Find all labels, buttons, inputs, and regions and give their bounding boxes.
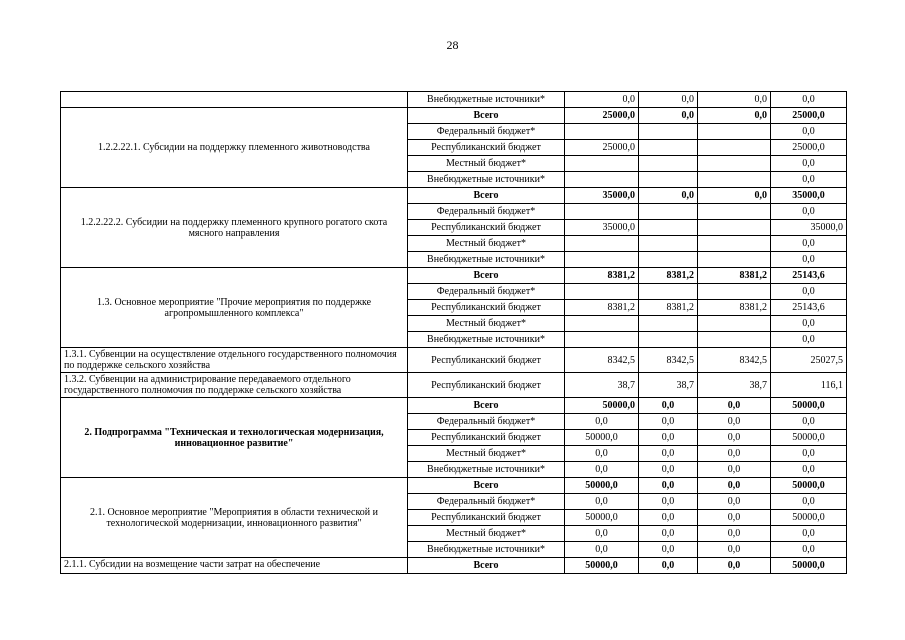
plan-value-total: 25143,6 [771, 268, 847, 284]
plan-value-col1: 50000,0 [565, 398, 639, 414]
plan-value-col1: 0,0 [565, 92, 639, 108]
plan-value-col1 [565, 236, 639, 252]
plan-value-col3: 0,0 [698, 526, 771, 542]
funding-source: Внебюджетные источники* [408, 92, 565, 108]
plan-value-col1 [565, 204, 639, 220]
plan-value-col1 [565, 284, 639, 300]
funding-source: Внебюджетные источники* [408, 542, 565, 558]
activity-name: 1.2.2.22.1. Субсидии на поддержку племенного животноводства [61, 108, 408, 188]
table-row [61, 92, 847, 108]
funding-source: Всего [408, 478, 565, 494]
plan-value-col3: 0,0 [698, 414, 771, 430]
plan-value-col2: 0,0 [639, 510, 698, 526]
plan-value-col3: 38,7 [698, 373, 771, 398]
plan-value-col1: 50000,0 [565, 510, 639, 526]
plan-value-total: 0,0 [771, 252, 847, 268]
plan-value-total: 25143,6 [771, 300, 847, 316]
funding-source: Местный бюджет* [408, 316, 565, 332]
plan-value-col3: 8381,2 [698, 268, 771, 284]
plan-value-col1: 50000,0 [565, 478, 639, 494]
funding-source: Федеральный бюджет* [408, 124, 565, 140]
activity-name: 1.3. Основное мероприятие "Прочие мероприятия по поддержке агропромышленного комплекса" [61, 268, 408, 348]
plan-value-col3: 0,0 [698, 510, 771, 526]
plan-value-col1: 8342,5 [565, 348, 639, 373]
funding-source: Всего [408, 558, 565, 574]
plan-value-col3 [698, 332, 771, 348]
plan-value-col3: 0,0 [698, 462, 771, 478]
plan-value-col1: 25000,0 [565, 108, 639, 124]
table-row [61, 373, 847, 398]
plan-value-col3 [698, 284, 771, 300]
plan-value-col2 [639, 156, 698, 172]
plan-value-col3 [698, 156, 771, 172]
plan-value-col1: 50000,0 [565, 558, 639, 574]
plan-value-col2: 0,0 [639, 398, 698, 414]
plan-value-col3: 0,0 [698, 542, 771, 558]
plan-value-total: 25027,5 [771, 348, 847, 373]
plan-value-col1 [565, 316, 639, 332]
plan-value-col2 [639, 252, 698, 268]
plan-value-total: 50000,0 [771, 478, 847, 494]
plan-value-total: 35000,0 [771, 188, 847, 204]
plan-value-col1: 0,0 [565, 414, 639, 430]
plan-value-col2: 0,0 [639, 414, 698, 430]
funding-source: Республиканский бюджет [408, 140, 565, 156]
plan-value-col2 [639, 124, 698, 140]
plan-value-col3: 0,0 [698, 188, 771, 204]
plan-value-col1: 35000,0 [565, 220, 639, 236]
activity-name: 1.2.2.22.2. Субсидии на поддержку племенного крупного рогатого скота мясного направления [61, 188, 408, 268]
plan-value-col1 [565, 156, 639, 172]
plan-value-total: 35000,0 [771, 220, 847, 236]
funding-source: Республиканский бюджет [408, 430, 565, 446]
plan-value-col2 [639, 172, 698, 188]
plan-value-col3 [698, 316, 771, 332]
activity-name: 1.3.2. Субвенции на администрирование передаваемого отдельного государственного полномочия по поддержке сельского хозяйства [61, 373, 408, 398]
plan-value-col2: 8381,2 [639, 300, 698, 316]
plan-value-col1 [565, 252, 639, 268]
funding-source: Местный бюджет* [408, 526, 565, 542]
plan-value-col3: 0,0 [698, 558, 771, 574]
table-row [61, 398, 847, 414]
plan-value-col3: 0,0 [698, 398, 771, 414]
plan-value-total: 0,0 [771, 284, 847, 300]
plan-value-col1: 0,0 [565, 462, 639, 478]
plan-value-col3 [698, 172, 771, 188]
plan-value-col2: 0,0 [639, 494, 698, 510]
plan-value-col2: 0,0 [639, 188, 698, 204]
plan-value-col3: 0,0 [698, 430, 771, 446]
plan-value-col1: 8381,2 [565, 300, 639, 316]
plan-value-col1: 0,0 [565, 542, 639, 558]
plan-value-total: 50000,0 [771, 510, 847, 526]
plan-value-col1 [565, 332, 639, 348]
plan-value-col3 [698, 204, 771, 220]
funding-source: Внебюджетные источники* [408, 462, 565, 478]
plan-value-col3: 0,0 [698, 108, 771, 124]
plan-value-total: 0,0 [771, 462, 847, 478]
plan-value-col1: 25000,0 [565, 140, 639, 156]
plan-value-total: 116,1 [771, 373, 847, 398]
plan-value-total: 0,0 [771, 204, 847, 220]
plan-value-col2: 0,0 [639, 462, 698, 478]
plan-value-col2: 0,0 [639, 526, 698, 542]
funding-source: Местный бюджет* [408, 446, 565, 462]
activity-name: 2.1.1. Субсидии на возмещение части затрат на обеспечение [61, 558, 408, 574]
table-row [61, 348, 847, 373]
budget-table-body [61, 92, 847, 574]
plan-value-col2: 0,0 [639, 430, 698, 446]
plan-value-total: 0,0 [771, 526, 847, 542]
plan-value-total: 0,0 [771, 316, 847, 332]
funding-source: Республиканский бюджет [408, 348, 565, 373]
plan-value-col1: 0,0 [565, 526, 639, 542]
funding-source: Федеральный бюджет* [408, 204, 565, 220]
activity-name [61, 92, 408, 108]
table-row [61, 108, 847, 124]
plan-value-col2: 0,0 [639, 542, 698, 558]
plan-value-col3: 0,0 [698, 494, 771, 510]
plan-value-total: 0,0 [771, 542, 847, 558]
plan-value-total: 0,0 [771, 414, 847, 430]
plan-value-total: 50000,0 [771, 430, 847, 446]
funding-source: Внебюджетные источники* [408, 252, 565, 268]
plan-value-col3 [698, 220, 771, 236]
plan-value-col2 [639, 284, 698, 300]
plan-value-col3: 0,0 [698, 478, 771, 494]
plan-value-col2 [639, 316, 698, 332]
plan-value-col2: 38,7 [639, 373, 698, 398]
funding-source: Всего [408, 108, 565, 124]
funding-source: Внебюджетные источники* [408, 172, 565, 188]
table-row [61, 558, 847, 574]
funding-source: Местный бюджет* [408, 156, 565, 172]
table-row [61, 188, 847, 204]
funding-source: Всего [408, 188, 565, 204]
activity-name: 2.1. Основное мероприятие "Мероприятия в области технической и технологической модернизации, инновационного развития" [61, 478, 408, 558]
funding-source: Всего [408, 268, 565, 284]
plan-value-col2 [639, 220, 698, 236]
plan-value-total: 50000,0 [771, 398, 847, 414]
plan-value-col1: 0,0 [565, 494, 639, 510]
funding-source: Всего [408, 398, 565, 414]
plan-value-col3 [698, 236, 771, 252]
plan-value-col1: 0,0 [565, 446, 639, 462]
plan-value-col2: 0,0 [639, 446, 698, 462]
plan-value-total: 0,0 [771, 156, 847, 172]
budget-table [60, 91, 847, 574]
plan-value-col2 [639, 236, 698, 252]
plan-value-col3 [698, 252, 771, 268]
plan-value-col2 [639, 140, 698, 156]
plan-value-col3: 8342,5 [698, 348, 771, 373]
plan-value-col2: 0,0 [639, 108, 698, 124]
table-row [61, 478, 847, 494]
table-row [61, 268, 847, 284]
plan-value-col3 [698, 124, 771, 140]
plan-value-col2 [639, 332, 698, 348]
funding-source: Внебюджетные источники* [408, 332, 565, 348]
funding-source: Республиканский бюджет [408, 220, 565, 236]
plan-value-col2: 0,0 [639, 558, 698, 574]
funding-source: Республиканский бюджет [408, 510, 565, 526]
funding-source: Федеральный бюджет* [408, 284, 565, 300]
plan-value-col1: 35000,0 [565, 188, 639, 204]
plan-value-col2: 0,0 [639, 92, 698, 108]
plan-value-col3: 8381,2 [698, 300, 771, 316]
funding-source: Местный бюджет* [408, 236, 565, 252]
plan-value-col1 [565, 124, 639, 140]
funding-source: Республиканский бюджет [408, 300, 565, 316]
activity-name: 2. Подпрограмма "Техническая и технологическая модернизация, инновационное развитие" [61, 398, 408, 478]
plan-value-col1: 38,7 [565, 373, 639, 398]
funding-source: Федеральный бюджет* [408, 494, 565, 510]
funding-source: Республиканский бюджет [408, 373, 565, 398]
plan-value-total: 0,0 [771, 236, 847, 252]
plan-value-total: 0,0 [771, 92, 847, 108]
plan-value-col3 [698, 140, 771, 156]
funding-source: Федеральный бюджет* [408, 414, 565, 430]
plan-value-total: 0,0 [771, 446, 847, 462]
plan-value-total: 0,0 [771, 172, 847, 188]
plan-value-col1 [565, 172, 639, 188]
plan-value-total: 50000,0 [771, 558, 847, 574]
plan-value-col1: 8381,2 [565, 268, 639, 284]
plan-value-col3: 0,0 [698, 446, 771, 462]
plan-value-total: 0,0 [771, 124, 847, 140]
page-number: 28 [446, 38, 459, 52]
plan-value-total: 25000,0 [771, 108, 847, 124]
plan-value-col2: 8381,2 [639, 268, 698, 284]
plan-value-col1: 50000,0 [565, 430, 639, 446]
plan-value-col2: 0,0 [639, 478, 698, 494]
activity-name: 1.3.1. Субвенции на осуществление отдельного государственного полномочия по поддержке сельского хозяйства [61, 348, 408, 373]
plan-value-total: 0,0 [771, 332, 847, 348]
plan-value-col2 [639, 204, 698, 220]
plan-value-col3: 0,0 [698, 92, 771, 108]
plan-value-total: 0,0 [771, 494, 847, 510]
plan-value-col2: 8342,5 [639, 348, 698, 373]
plan-value-total: 25000,0 [771, 140, 847, 156]
